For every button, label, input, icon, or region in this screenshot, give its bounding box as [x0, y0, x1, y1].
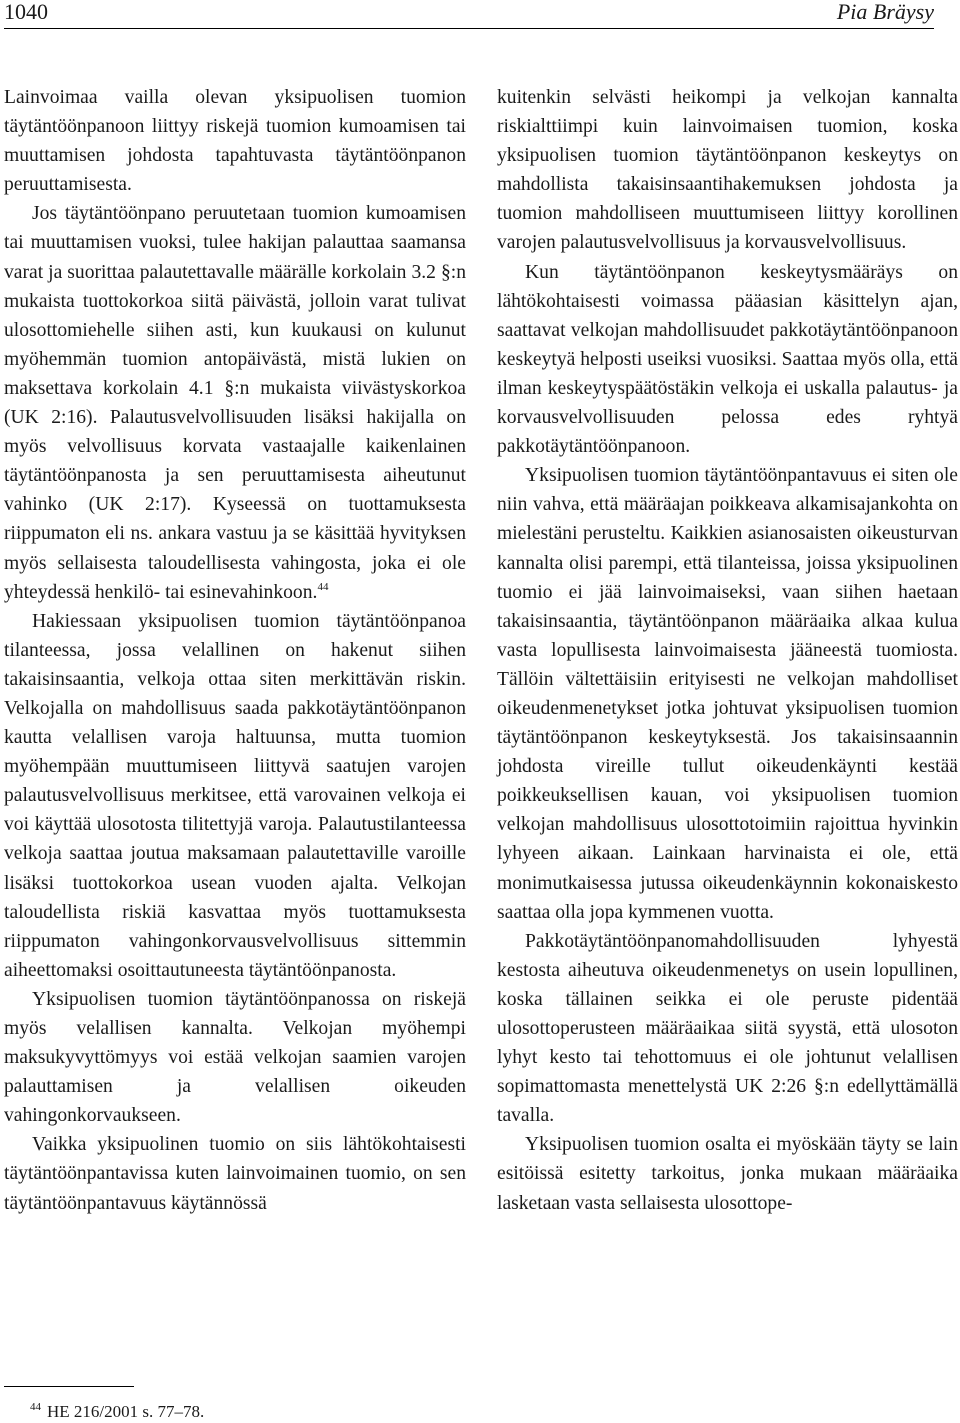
paragraph: Vaikka yksipuolinen tuomio on siis lähtökohtaisesti täytäntöönpantavissa kuten lainvoimainen tuomio, on sen täytäntöönpantavuus käytännössä — [4, 1134, 466, 1214]
running-header — [4, 0, 934, 29]
paragraph-text: Jos täytäntöönpano peruutetaan tuomion kumoamisen tai muuttamisen vuoksi, tulee hakijan palauttaa saamansa varat ja suorittaa palautettavalle määrälle korkolain 3.2 §:n mukaista tuottokorkoa siitä päivästä, jolloin varat tulivat ulosottomiehelle siihen asti, kun kuukausi on kulunut myöhemmän tuomion antopäivästä, mistä lukien on maksettava korkolain 4.1 §:n mukaista viivästyskorkoa (UK 2:16). Palautusvelvollisuuden lisäksi hakijalla on myös velvollisuus korvata vastaajalle kaikenlainen täytäntöönpanosta ja sen peruuttamisesta aiheutunut vahinko (UK 2:17). Kyseessä on tuottamuksesta riippumaton eli ns. ankara vastuu ja se käsittää hyvityksen myös sellaisesta taloudellisesta vahingosta, joka ei ole yhteydessä henkilö- tai esinevahinkoon. — [4, 203, 466, 603]
page-number: 1040 — [4, 0, 48, 24]
paragraph: Yksipuolisen tuomion osalta ei myöskään täyty se lain esitöissä esitetty tarkoitus, jonka mukaan määräaika lasketaan vasta sellaisesta ulosottope- — [497, 1134, 958, 1214]
paragraph: kuitenkin selvästi heikompi ja velkojan kannalta riskialttiimpi kuin lainvoimaisen tuomion, koska yksipuolisen tuomion täytäntöönpanon keskeytys on mahdollista takaisinsaantihakemuksen johdosta ja tuomion mahdolliseen muuttumiseen liittyy korollinen varojen palautusvelvollisuus ja korvausvelvollisuus. — [497, 87, 958, 254]
footnote-text: HE 216/2001 s. 77–78. — [47, 1402, 205, 1421]
paragraph: Kun täytäntöönpanon keskeytysmääräys on lähtökohtaisesti voimassa pääasian käsittelyn ajan, saattavat velkojan mahdollisuudet pakkotäytäntöönpanoon keskeytyä helposti useiksi vuosiksi. Saattaa myös olla, että ilman keskeytyspäätöstäkin velkoja ei uskalla palautus- ja korvausvelvollisuuden pelossa edes ryhtyä pakkotäytäntöönpanoon. — [497, 261, 958, 458]
paragraph: Pakkotäytäntöönpanomahdollisuuden lyhyestä kestosta aiheutuva oikeudenmenetys on usein lopullinen, koska tällainen seikka ei ole peruste pidentää ulosottoperusteen määräaikaa siitä syystä, että ulosoton lyhyt kesto tai tehottomuus ei ole johtunut velallisen sopimattomasta menettelystä UK 2:26 §:n edellyttämällä tavalla. — [497, 930, 958, 1127]
left-column — [4, 83, 466, 1218]
paragraph: Yksipuolisen tuomion täytäntöönpantavuus ei siten ole niin vahva, että määräajan poikkeava alkamisajankohta on mielestäni perusteltu. Kaikkien asianosaisten oikeusturvan kannalta olisi parempi, että tilanteissa, joissa yksipuolinen tuomio ei jää lainvoimaiseksi, vaan siihen haetaan takaisinsaantia, täytäntöönpanon määräaika alkaa kulua vasta lopullisesta lainvoimaisesta jääneestä tuomiosta. Tällöin vältettäisiin erityisesti ne velkojan mahdolliset oikeudenmenetykset jotka johtuvat yksipuolisen tuomion täytäntöönpanon keskeytyksestä. Jos takaisinsaannin johdosta vireille tullut oikeudenkäynti kestää poikkeuksellisen kauan, voi yksipuolisen tuomion velkojan mahdollisuus ulosottotoimiin rajoittua hyvinkin lyhyeen aikaan. Lainkaan harvinaista ei ole, että monimutkaisessa jutussa oikeudenkäynnin kokonaiskesto saattaa olla jopa kymmenen vuotta. — [497, 465, 958, 923]
paragraph — [4, 199, 466, 606]
right-column — [497, 83, 958, 1218]
paragraph: Lainvoimaa vailla olevan yksipuolisen tuomion täytäntöönpanoon liittyy riskejä tuomion kumoamisen tai muuttamisen johdosta tapahtuvasta täytäntöönpanon peruuttamisesta. — [4, 87, 466, 196]
footnote-divider — [4, 1386, 134, 1387]
footnote-number: 44 — [30, 1401, 41, 1413]
paragraph: Hakiessaan yksipuolisen tuomion täytäntöönpanoa tilanteessa, jossa velallinen on hakenut siihen takaisinsaantia, velkoja ottaa siten merkittävän riskin. Velkojalla on mahdollisuus saada pakkotäytäntöönpanon kautta velallisen varoja haltuunsa, mutta tuomion myöhempään muuttumiseen liittyvä saatujen varojen palautusvelvollisuus merkitsee, että varovainen velkoja ei voi käyttää ulosotosta tilitettyjä varoja. Palautustilanteessa velkoja saattaa joutua maksamaan palautettaville varoille lisäksi tuottokorkoa usean vuoden ajalta. Velkojan taloudellista riskiä kasvattaa myös tuottamuksesta riippumaton vahingonkorvausvelvollisuus sittemmin aiheettomaksi osoittautuneesta täytäntöönpanosta. — [4, 610, 466, 981]
footnote-reference[interactable]: 44 — [317, 580, 329, 593]
paragraph: Yksipuolisen tuomion täytäntöönpanossa on riskejä myös velallisen kannalta. Velkojan myöhempi maksukyvyttömyys voi estää velkojan saamien varojen palauttamisen ja velallisen oikeuden vahingonkorvaukseen. — [4, 988, 466, 1127]
footnote — [30, 1396, 204, 1423]
running-title: Pia Bräysy — [836, 0, 934, 24]
